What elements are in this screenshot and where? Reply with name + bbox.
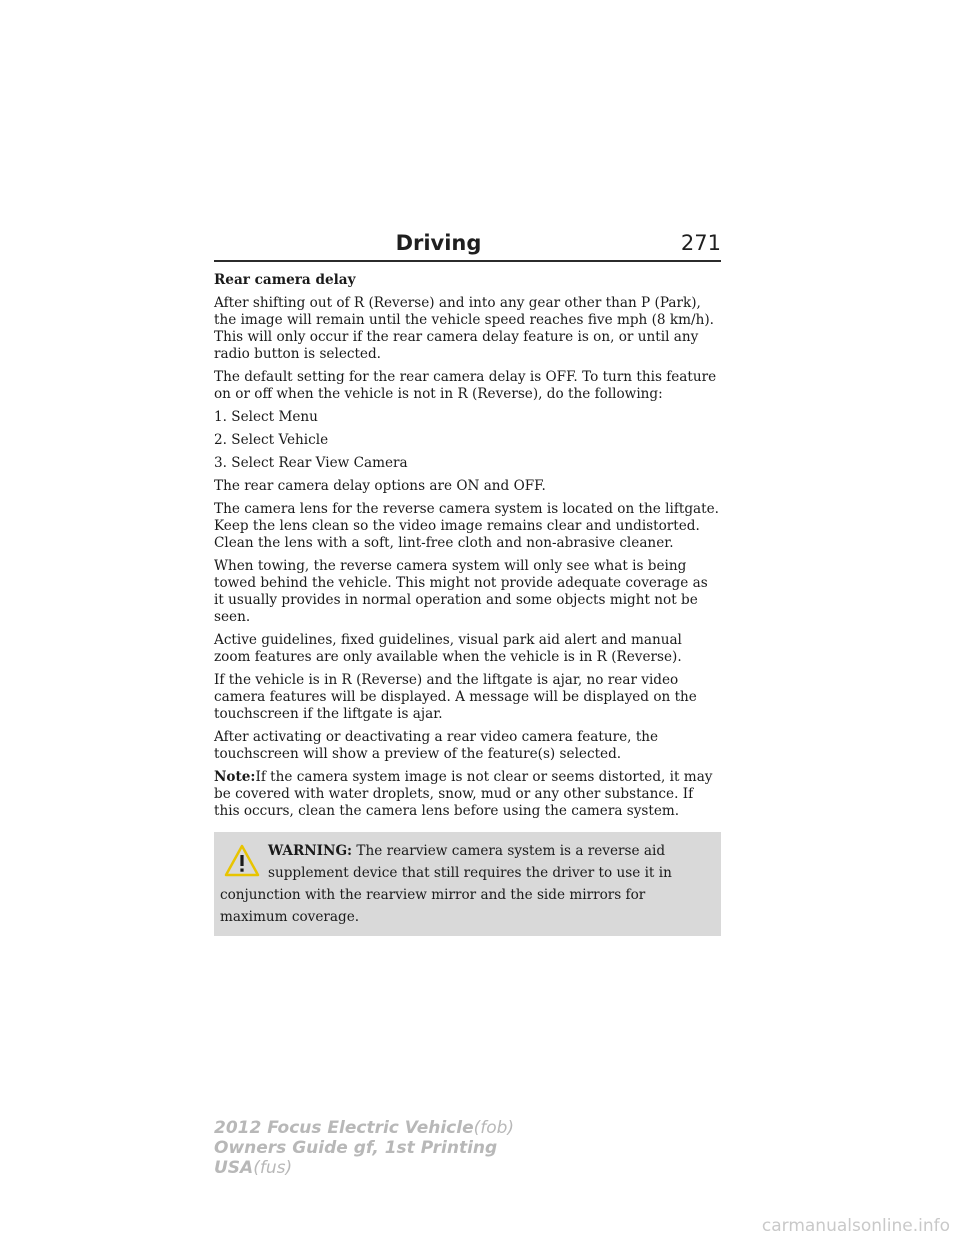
- note-text: If the camera system image is not clear or seems distorted, it may be covered with water droplets, snow, mud or any other substance. If this occurs, clean the camera lens before using the camera system.: [214, 769, 713, 819]
- footer-line: [214, 1158, 514, 1178]
- page-header: [214, 222, 721, 262]
- page-number: 271: [680, 231, 721, 255]
- paragraph: The rear camera delay options are ON and OFF.: [214, 478, 546, 494]
- subsection-heading: Rear camera delay: [214, 272, 356, 288]
- warning-label: WARNING:: [268, 843, 353, 859]
- paragraph: After activating or deactivating a rear video camera feature, the touchscreen will show a preview of the feature(s) selected.: [214, 729, 659, 762]
- paragraph: After shifting out of R (Reverse) and into any gear other than P (Park), the image will remain until the vehicle speed reaches five mph (8 km/h). This will only occur if the rear camera delay feature is on, or until any radio button is selected.: [214, 295, 714, 362]
- note-label: Note:: [214, 769, 256, 785]
- paragraph: If the vehicle is in R (Reverse) and the liftgate is ajar, no rear video camera features will be displayed. A message will be displayed on the touchscreen if the liftgate is ajar.: [214, 672, 697, 722]
- step-item: 1. Select Menu: [214, 409, 318, 425]
- step-item: 2. Select Vehicle: [214, 432, 329, 448]
- footer-title: 2012 Focus Electric Vehicle: [214, 1118, 474, 1138]
- warning-text: The rearview camera system is a reverse aid supplement device that still requires the driver to use it in conjunction with the rearview mirror and the side mirrors for maximum coverage.: [220, 843, 672, 925]
- footer-code: (fob): [473, 1118, 515, 1138]
- page-footer: [214, 1118, 514, 1178]
- section-title: Driving: [395, 231, 482, 255]
- step-item: 3. Select Rear View Camera: [214, 455, 408, 471]
- warning-box: [214, 832, 721, 936]
- paragraph: Active guidelines, fixed guidelines, visual park aid alert and manual zoom features are only available when the vehicle is in R (Reverse).: [214, 632, 682, 665]
- footer-region: USA: [214, 1158, 254, 1178]
- note-paragraph: [214, 769, 721, 820]
- paragraph: The default setting for the rear camera delay is OFF. To turn this feature on or off when the vehicle is not in R (Reverse), do the following:: [214, 369, 717, 402]
- page-content: [214, 272, 721, 936]
- paragraph: The camera lens for the reverse camera system is located on the liftgate. Keep the lens clean so the video image remains clear and undistorted. Clean the lens with a soft, lint-free cloth and non-abrasive cleaner.: [214, 501, 719, 551]
- footer-line: Owners Guide gf, 1st Printing: [214, 1138, 498, 1158]
- footer-line: [214, 1118, 514, 1138]
- footer-code: (fus): [253, 1158, 293, 1178]
- manual-page: [214, 222, 721, 936]
- watermark: carmanualsonline.info: [761, 1216, 950, 1236]
- paragraph: When towing, the reverse camera system will only see what is being towed behind the vehicle. This might not provide adequate coverage as it usually provides in normal operation and some objects might not be seen.: [214, 558, 708, 625]
- warning-triangle-icon: [224, 844, 260, 878]
